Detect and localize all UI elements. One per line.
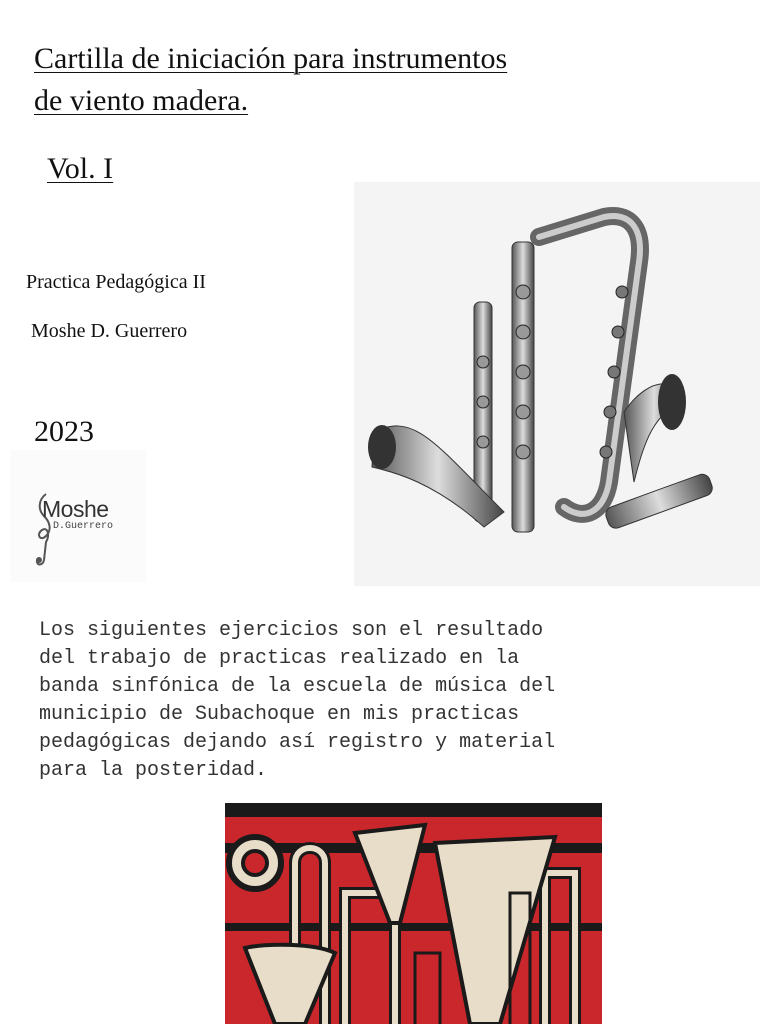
paragraph-line-6: para la posteridad. bbox=[39, 759, 268, 782]
title-line-1: Cartilla de iniciación para instrumentos bbox=[34, 42, 508, 75]
woodwinds-drawing bbox=[354, 182, 760, 586]
brass-instruments-illustration bbox=[225, 803, 602, 1024]
document-title bbox=[34, 38, 634, 122]
title-line-2: de viento madera. bbox=[34, 84, 249, 117]
course-name: Practica Pedagógica II bbox=[26, 271, 206, 293]
paragraph-line-1: Los siguientes ejercicios son el resultado bbox=[39, 619, 544, 642]
year-label: 2023 bbox=[34, 415, 94, 448]
volume-label: Vol. I bbox=[47, 152, 114, 185]
paragraph-line-3: banda sinfónica de la escuela de música del bbox=[39, 675, 556, 698]
paragraph-line-4: municipio de Subachoque en mis practicas bbox=[39, 703, 520, 726]
author-name: Moshe D. Guerrero bbox=[31, 320, 188, 342]
author-logo bbox=[10, 450, 146, 582]
brass-drawing bbox=[225, 803, 602, 1024]
intro-paragraph bbox=[39, 617, 759, 785]
paragraph-line-2: del trabajo de practicas realizado en la bbox=[39, 647, 520, 670]
paragraph-line-5: pedagógicas dejando así registro y material bbox=[39, 731, 556, 754]
logo-subtitle: D.Guerrero bbox=[53, 521, 114, 532]
woodwind-instruments-illustration bbox=[354, 182, 760, 586]
logo-name: Moshe bbox=[42, 496, 109, 522]
